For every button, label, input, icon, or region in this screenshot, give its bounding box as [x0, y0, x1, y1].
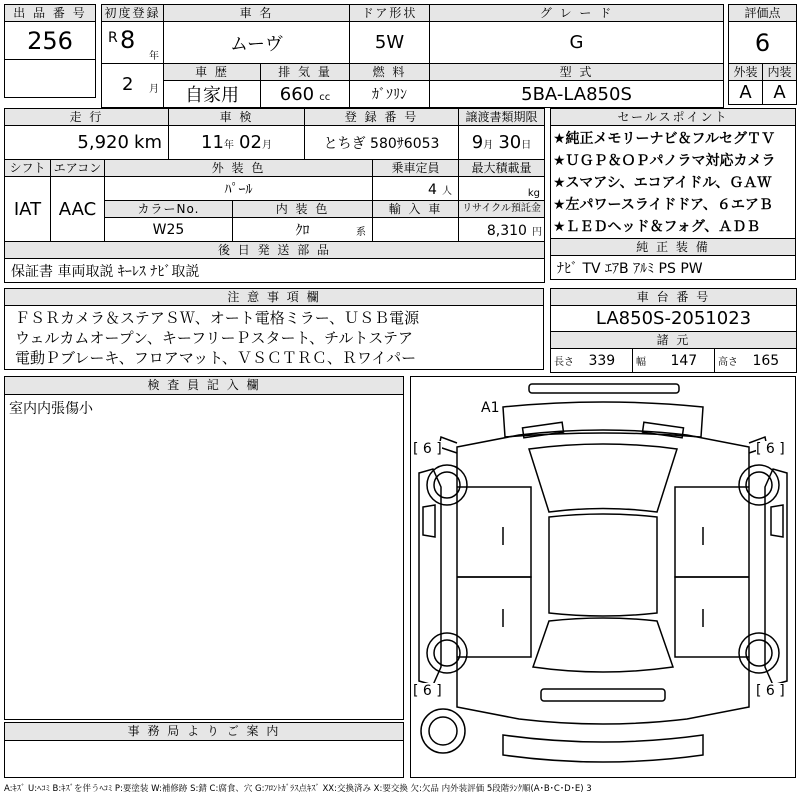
grade-label: グ レ ー ド: [430, 5, 724, 22]
year-unit: 年: [149, 51, 159, 62]
chassis-value: LA850S-2051023: [551, 306, 797, 332]
aircon-label: エアコン: [51, 160, 105, 177]
sales-points-list: [551, 126, 796, 239]
deadline-day: 30: [498, 132, 522, 153]
length-cell: [551, 349, 633, 373]
plate-value: とちぎ 580ｻ6053: [305, 126, 459, 160]
score-label: 評価点: [729, 5, 797, 22]
capacity-cell: [373, 177, 459, 201]
inspection-month-unit: 月: [261, 140, 272, 151]
plate-label: 登 録 番 号: [305, 109, 459, 126]
kg-unit: kg: [527, 188, 541, 199]
later-parts-label: 後 日 発 送 部 品: [5, 242, 545, 259]
tire-tread-front-left: [ 6 ]: [413, 441, 442, 457]
damage-mark-a1: A1: [481, 400, 500, 416]
capacity-label: 乗車定員: [373, 160, 459, 177]
car-diagram: [410, 376, 796, 778]
reg-year: 8: [120, 26, 136, 54]
inspector-box: [4, 376, 404, 720]
tire-tread-front-right: [ 6 ]: [756, 441, 785, 457]
sales-point-item: ★純正メモリーナビ＆フルセグＴＶ: [553, 131, 775, 147]
legend-footer: A:ｷｽﾞ U:ﾍｺﾐ B:ｷｽﾞを伴うﾍｺﾐ P:要塗装 W:補修跡 S:錆 C:腐食、穴 G:ﾌﾛﾝﾄｶﾞﾗｽ点ｷｽﾞ XX:交換済み X:要交換 欠:欠品 内外装評価 5段階ﾗﾝｸ順(A･B･C･D･E) 3: [4, 784, 592, 794]
interior-grade-label: 内装: [763, 64, 797, 81]
people-unit: 人: [442, 186, 453, 197]
grade-value: G: [430, 22, 724, 64]
office-label: 事 務 局 よ り ご 案 内: [5, 723, 403, 741]
length-value: 339: [588, 352, 616, 369]
width-label: 幅: [636, 356, 646, 368]
sales-point-item: ★ＵＧＰ＆ＯＰパノラマ対応カメラ: [553, 153, 776, 169]
deadline-cell: [459, 126, 545, 160]
km-unit: km: [134, 132, 162, 153]
exterior-grade-value: A: [729, 81, 763, 105]
int-color-value: ｸﾛ: [295, 222, 310, 239]
history-label: 車 歴: [164, 64, 261, 81]
sales-points-box: [550, 108, 796, 280]
ext-color-label: 外 装 色: [105, 160, 373, 177]
fuel-label: 燃 料: [350, 64, 430, 81]
first-registration-label: 初度登録: [102, 5, 164, 22]
sales-point-item: ★ＬＥＤヘッド＆フォグ、ＡＤＢ: [553, 219, 761, 235]
car-name-label: 車 名: [164, 5, 350, 22]
score-box: [728, 4, 797, 105]
exterior-grade-label: 外装: [729, 64, 763, 81]
shift-label: シフト: [5, 160, 51, 177]
deadline-day-unit: 日: [521, 140, 532, 151]
car-outline: [411, 377, 795, 777]
tire-tread-rear-right: [ 6 ]: [756, 683, 785, 699]
height-value: 165: [752, 352, 780, 369]
model-code-value: 5BA-LA850S: [430, 81, 724, 108]
max-load-cell: [459, 177, 545, 201]
equipment-label: 純 正 装 備: [551, 239, 796, 256]
equipment-value: ﾅﾋﾞ TV ｴｱB ｱﾙﾐ PS PW: [551, 256, 796, 280]
inspector-note: 室内内張傷小: [9, 401, 93, 417]
notes-body: [5, 306, 544, 370]
height-cell: [715, 349, 797, 373]
first-registration-year: [102, 22, 164, 64]
height-label: 高さ: [718, 356, 738, 368]
inspection-label: 車 検: [169, 109, 305, 126]
deadline-label: 譲渡書類期限: [459, 109, 545, 126]
shift-value: IAT: [5, 177, 51, 242]
recycle-label: リサイクル預託金: [459, 201, 545, 218]
model-code-label: 型 式: [430, 64, 724, 81]
width-cell: [633, 349, 715, 373]
reg-month: 2: [122, 74, 134, 95]
score-value: 6: [729, 22, 797, 64]
mileage-cell: [5, 126, 169, 160]
note-line: ＦＳＲカメラ＆ステアＳＷ、オート電格ミラー、ＵＳＢ電源: [15, 309, 420, 327]
lot-number-blank: [5, 60, 96, 98]
notes-box: [4, 288, 544, 370]
ext-color-value: ﾊﾟｰﾙ: [105, 177, 373, 201]
door-type-value: 5W: [350, 22, 430, 64]
int-color-label: 内 装 色: [233, 201, 373, 218]
cc-unit: cc: [319, 91, 331, 103]
length-label: 長さ: [554, 356, 574, 368]
color-suffix: 系: [356, 227, 367, 238]
inspection-year: 11: [201, 132, 224, 153]
lot-number-value: 256: [5, 22, 96, 60]
displacement-value: 660: [279, 83, 315, 105]
history-value: 自家用: [164, 81, 261, 108]
note-line: ウェルカムオープン、キーフリーＰスタート、チルトステア: [15, 329, 413, 347]
first-registration-month: [102, 64, 164, 108]
sales-points-label: セールスポイント: [551, 109, 796, 126]
inspection-cell: [169, 126, 305, 160]
door-type-label: ドア形状: [350, 5, 430, 22]
recycle-value: 8,310: [486, 223, 527, 239]
width-value: 147: [670, 352, 698, 369]
inspection-month: 02: [239, 132, 262, 153]
sales-point-item: ★左パワースライドドア、６エアＢ: [553, 197, 773, 213]
chassis-label: 車 台 番 号: [551, 289, 797, 306]
mileage-value: 5,920: [77, 132, 129, 153]
import-value: [373, 218, 459, 242]
color-no-value: W25: [105, 218, 233, 242]
mileage-label: 走 行: [5, 109, 169, 126]
vehicle-header-table: [101, 4, 724, 108]
import-label: 輸 入 車: [373, 201, 459, 218]
note-line: 電動Ｐブレーキ、フロアマット、ＶＳＣＴＲＣ、Ｒワイパー: [15, 349, 417, 367]
lot-number-box: [4, 4, 96, 98]
fuel-value: ｶﾞｿﾘﾝ: [350, 81, 430, 108]
capacity-value: 4: [428, 182, 437, 198]
later-parts-value: 保証書 車両取説 ｷｰﾚｽ ﾅﾋﾞ取説: [5, 259, 545, 283]
recycle-cell: [459, 218, 545, 242]
interior-grade-value: A: [763, 81, 797, 105]
deadline-month: 9: [471, 132, 484, 153]
chassis-box: [550, 288, 797, 373]
color-no-label: カラーNo.: [105, 201, 233, 218]
lot-number-label: 出 品 番 号: [5, 5, 96, 22]
deadline-month-unit: 月: [483, 140, 494, 151]
month-unit: 月: [149, 84, 159, 95]
dims-label: 諸 元: [551, 332, 797, 349]
displacement-label: 排 気 量: [261, 64, 350, 81]
sales-point-item: ★スマアシ、エコアイドル、ＧＡＷ: [553, 175, 772, 191]
tire-tread-rear-left: [ 6 ]: [413, 683, 442, 699]
int-color-cell: [233, 218, 373, 242]
reg-era: R: [108, 30, 118, 46]
max-load-label: 最大積載量: [459, 160, 545, 177]
yen-unit: 円: [532, 227, 543, 238]
detail-table: [4, 108, 545, 283]
inspection-year-unit: 年: [223, 140, 234, 151]
aircon-value: AAC: [51, 177, 105, 242]
car-name-value: ムーヴ: [164, 22, 350, 64]
inspector-label: 検 査 員 記 入 欄: [5, 377, 403, 395]
notes-label: 注 意 事 項 欄: [5, 289, 544, 306]
office-box: [4, 722, 404, 778]
displacement-cell: [261, 81, 350, 108]
